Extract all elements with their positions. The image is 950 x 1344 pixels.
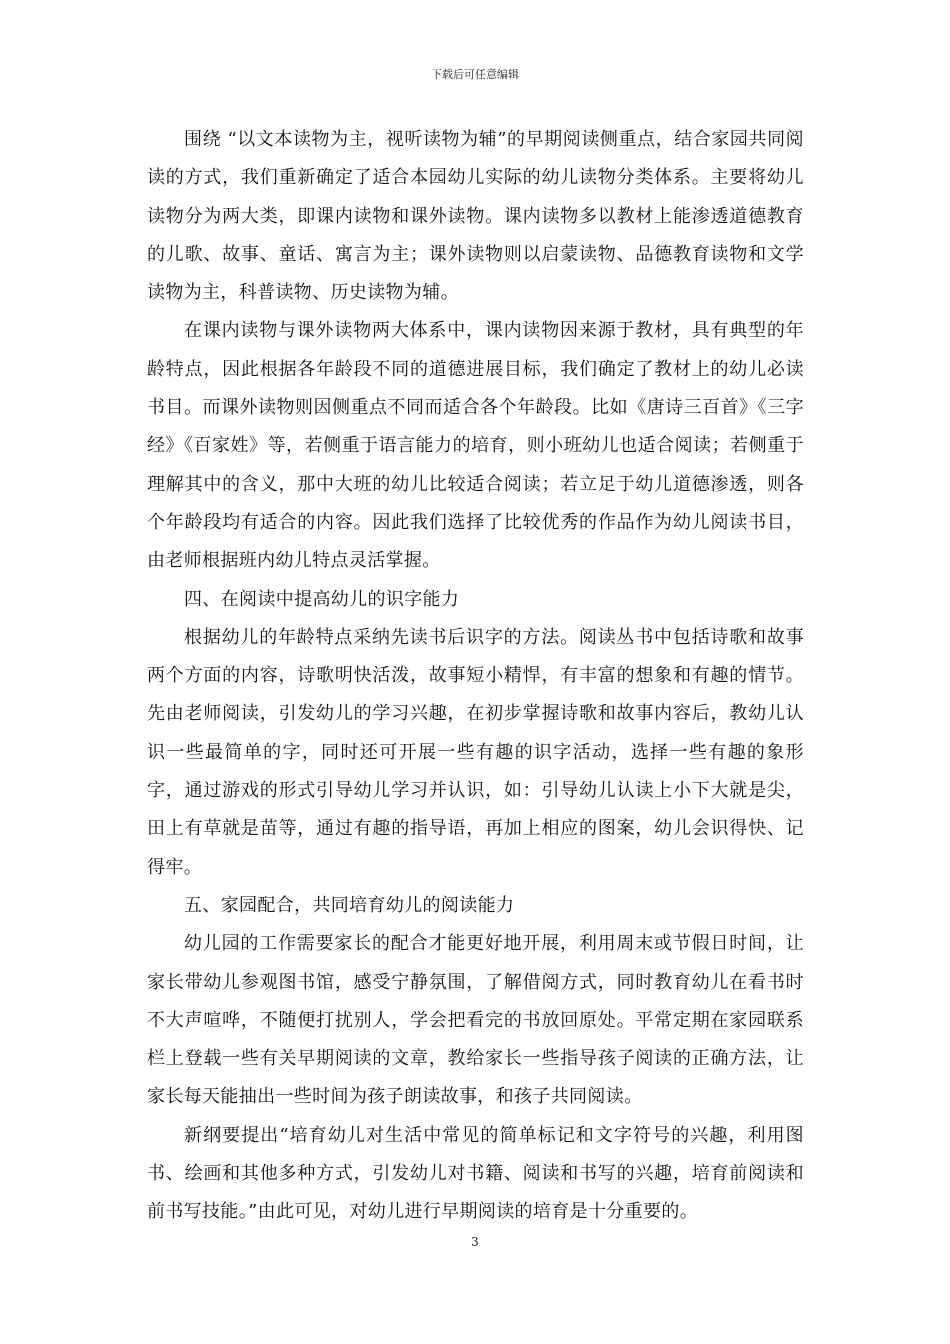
paragraph-home-school: 幼儿园的工作需要家长的配合才能更好地开展，利用周末或节假日时间，让家长带幼儿参观图书馆，感受宁静氛围，了解借阅方式，同时教育幼儿在看书时不大声喧哗，不随便打扰别人，学会把看完的书放回原处。平常定期在家园联系栏上登载一些有关早期阅读的文章，教给家长一些指导孩子阅读的正确方法，让家长每天能抽出一些时间为孩子朗读故事，和孩子共同阅读。 [147,933,804,1108]
paragraph-literacy-method: 根据幼儿的年龄特点采纳先读书后识字的方法。阅读丛书中包括诗歌和故事两个方面的内容，诗歌明快活泼，故事短小精悍，有丰富的想象和有趣的情节。先由老师阅读，引发幼儿的学习兴趣，在初步掌握诗歌和故事内容后，教幼儿认识一些最简单的字，同时还可开展一些有趣的识字活动，选择一些有趣的象形字，通过游戏的形式引导幼儿学习并认识，如：引导幼儿认读上小下大就是尖，田上有草就是苗等，通过有趣的指导语，再加上相应的图案，幼儿会识得快、记得牢。 [147,626,804,878]
paragraph-new-guidelines: 新纲要提出“培育幼儿对生活中常见的简单标记和文字符号的兴趣，利用图书、绘画和其他多种方式，引发幼儿对书籍、阅读和书写的兴趣，培育前阅读和前书写技能。”由此可见，对幼儿进行早期阅读的培育是十分重要的。 [147,1124,804,1223]
page-number: 3 [471,1235,479,1249]
section-heading-home-school: 五、家园配合，共同培育幼儿的阅读能力 [184,894,515,916]
page-header: 下载后可任意编辑 [431,68,519,81]
document-body [147,121,804,1232]
section-heading-literacy: 四、在阅读中提高幼儿的识字能力 [184,588,460,610]
paragraph-reading-systems: 在课内读物与课外读物两大体系中，课内读物因来源于教材，具有典型的年龄特点，因此根据各年龄段不同的道德进展目标，我们确定了教材上的幼儿必读书目。而课外读物则因侧重点不同而适合各个年龄段。比如《唐诗三百首》《三字经》《百家姓》等，若侧重于语言能力的培育，则小班幼儿也适合阅读；若侧重于理解其中的含义，那中大班的幼儿比较适合阅读；若立足于幼儿道德渗透，则各个年龄段均有适合的内容。因此我们选择了比较优秀的作品作为幼儿阅读书目，由老师根据班内幼儿特点灵活掌握。 [147,320,804,572]
paragraph-reading-materials: 围绕 “以文本读物为主，视听读物为辅”的早期阅读侧重点，结合家园共同阅读的方式，我们重新确定了适合本园幼儿实际的幼儿读物分类体系。主要将幼儿读物分为两大类，即课内读物和课外读物。课内读物多以教材上能渗透道德教育的儿歌、故事、童话、寓言为主；课外读物则以启蒙读物、品德教育读物和文学读物为主，科普读物、历史读物为辅。 [147,129,804,304]
